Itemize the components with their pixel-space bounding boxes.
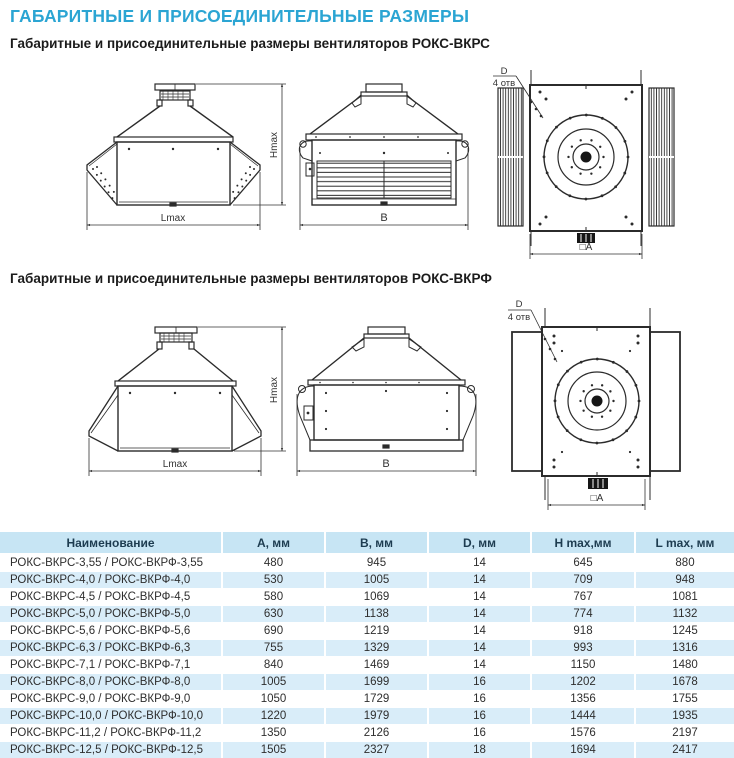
vkrs-drawings (0, 58, 734, 264)
cell-hmax: 1576 (531, 725, 635, 742)
dim-label-b: B (380, 212, 388, 224)
cell-hmax: 1694 (531, 742, 635, 758)
col-header-b: В, мм (325, 532, 428, 554)
hole-diameter-label: D (515, 299, 523, 310)
dim-label-b: B (382, 458, 390, 470)
cell-name: РОКС-ВКРС-4,5 / РОКС-ВКРФ-4,5 (0, 589, 222, 606)
cell-a: 1005 (222, 674, 325, 691)
cell-name: РОКС-ВКРС-9,0 / РОКС-ВКРФ-9,0 (0, 691, 222, 708)
cell-b: 1219 (325, 623, 428, 640)
cell-a: 1050 (222, 691, 325, 708)
cell-lmax: 1755 (635, 691, 734, 708)
dim-label-lmax: Lmax (162, 459, 188, 470)
table-row (0, 623, 734, 640)
section-heading-vkrs: Габаритные и присоединительные размеры вентиляторов РОКС-ВКРС (10, 36, 490, 51)
cell-d: 14 (428, 657, 531, 674)
cell-d: 14 (428, 554, 531, 572)
cell-hmax: 918 (531, 623, 635, 640)
cell-name: РОКС-ВКРС-6,3 / РОКС-ВКРФ-6,3 (0, 640, 222, 657)
cell-b: 1729 (325, 691, 428, 708)
cell-lmax: 880 (635, 554, 734, 572)
table-row (0, 640, 734, 657)
cell-hmax: 1202 (531, 674, 635, 691)
cell-b: 1069 (325, 589, 428, 606)
cell-a: 755 (222, 640, 325, 657)
vkrf-top-view (508, 299, 680, 510)
cell-hmax: 1444 (531, 708, 635, 725)
cell-b: 1469 (325, 657, 428, 674)
cell-lmax: 2197 (635, 725, 734, 742)
table-row (0, 742, 734, 758)
cell-a: 1220 (222, 708, 325, 725)
cell-lmax: 1316 (635, 640, 734, 657)
cell-lmax: 1678 (635, 674, 734, 691)
vkrf-side-view (89, 327, 286, 476)
cell-hmax: 709 (531, 572, 635, 589)
table-row (0, 674, 734, 691)
cell-hmax: 645 (531, 554, 635, 572)
table-row (0, 725, 734, 742)
cell-a: 580 (222, 589, 325, 606)
cell-a: 530 (222, 572, 325, 589)
cell-name: РОКС-ВКРС-3,55 / РОКС-ВКРФ-3,55 (0, 554, 222, 572)
cell-d: 14 (428, 623, 531, 640)
vkrs-side-view (87, 84, 286, 230)
cell-hmax: 1150 (531, 657, 635, 674)
cell-d: 18 (428, 742, 531, 758)
hole-diameter-label: D (500, 66, 508, 77)
dim-label-lmax: Lmax (160, 213, 186, 224)
table-row (0, 589, 734, 606)
vkrs-top-view (493, 66, 674, 259)
table-row (0, 657, 734, 674)
cell-name: РОКС-ВКРС-8,0 / РОКС-ВКРФ-8,0 (0, 674, 222, 691)
cell-d: 14 (428, 572, 531, 589)
hole-count-label: 4 отв (492, 78, 516, 89)
cell-name: РОКС-ВКРС-11,2 / РОКС-ВКРФ-11,2 (0, 725, 222, 742)
cell-d: 14 (428, 640, 531, 657)
cell-a: 630 (222, 606, 325, 623)
cell-b: 1699 (325, 674, 428, 691)
cell-lmax: 948 (635, 572, 734, 589)
dim-label-hmax: Hmax (269, 131, 280, 159)
cell-hmax: 774 (531, 606, 635, 623)
cell-b: 2126 (325, 725, 428, 742)
dim-label-hmax: Hmax (269, 376, 280, 404)
cell-hmax: 767 (531, 589, 635, 606)
col-header-lmax: L max, мм (635, 532, 734, 554)
dimensions-table (0, 532, 734, 758)
cell-b: 2327 (325, 742, 428, 758)
cell-d: 16 (428, 691, 531, 708)
cell-hmax: 993 (531, 640, 635, 657)
col-header-d: D, мм (428, 532, 531, 554)
cell-lmax: 1245 (635, 623, 734, 640)
table-row (0, 708, 734, 725)
cell-lmax: 1935 (635, 708, 734, 725)
cell-b: 1005 (325, 572, 428, 589)
cell-a: 840 (222, 657, 325, 674)
table-row (0, 691, 734, 708)
hole-count-label: 4 отв (507, 312, 531, 323)
dim-label-square-a: □A (579, 242, 593, 253)
cell-b: 1329 (325, 640, 428, 657)
cell-b: 1979 (325, 708, 428, 725)
page-title: ГАБАРИТНЫЕ И ПРИСОЕДИНИТЕЛЬНЫЕ РАЗМЕРЫ (10, 6, 470, 26)
table-row (0, 606, 734, 623)
vkrf-drawings (0, 294, 734, 516)
cell-hmax: 1356 (531, 691, 635, 708)
cell-name: РОКС-ВКРС-10,0 / РОКС-ВКРФ-10,0 (0, 708, 222, 725)
cell-d: 16 (428, 674, 531, 691)
cell-b: 945 (325, 554, 428, 572)
cell-name: РОКС-ВКРС-5,0 / РОКС-ВКРФ-5,0 (0, 606, 222, 623)
vkrf-front-view (297, 327, 476, 476)
cell-d: 14 (428, 606, 531, 623)
cell-lmax: 2417 (635, 742, 734, 758)
section-heading-vkrf: Габаритные и присоединительные размеры вентиляторов РОКС-ВКРФ (10, 271, 492, 286)
table-row (0, 572, 734, 589)
cell-a: 480 (222, 554, 325, 572)
cell-d: 14 (428, 589, 531, 606)
cell-d: 16 (428, 708, 531, 725)
cell-name: РОКС-ВКРС-5,6 / РОКС-ВКРФ-5,6 (0, 623, 222, 640)
cell-b: 1138 (325, 606, 428, 623)
table-row (0, 554, 734, 572)
cell-name: РОКС-ВКРС-4,0 / РОКС-ВКРФ-4,0 (0, 572, 222, 589)
cell-a: 1350 (222, 725, 325, 742)
cell-a: 1505 (222, 742, 325, 758)
col-header-hmax: Н max,мм (531, 532, 635, 554)
cell-d: 16 (428, 725, 531, 742)
dim-label-square-a: □A (590, 493, 604, 504)
col-header-a: А, мм (222, 532, 325, 554)
cell-lmax: 1480 (635, 657, 734, 674)
cell-lmax: 1132 (635, 606, 734, 623)
cell-a: 690 (222, 623, 325, 640)
cell-name: РОКС-ВКРС-7,1 / РОКС-ВКРФ-7,1 (0, 657, 222, 674)
cell-lmax: 1081 (635, 589, 734, 606)
col-header-name: Наименование (0, 532, 222, 554)
table-header-row (0, 532, 734, 554)
vkrs-front-view (299, 84, 468, 230)
cell-name: РОКС-ВКРС-12,5 / РОКС-ВКРФ-12,5 (0, 742, 222, 758)
